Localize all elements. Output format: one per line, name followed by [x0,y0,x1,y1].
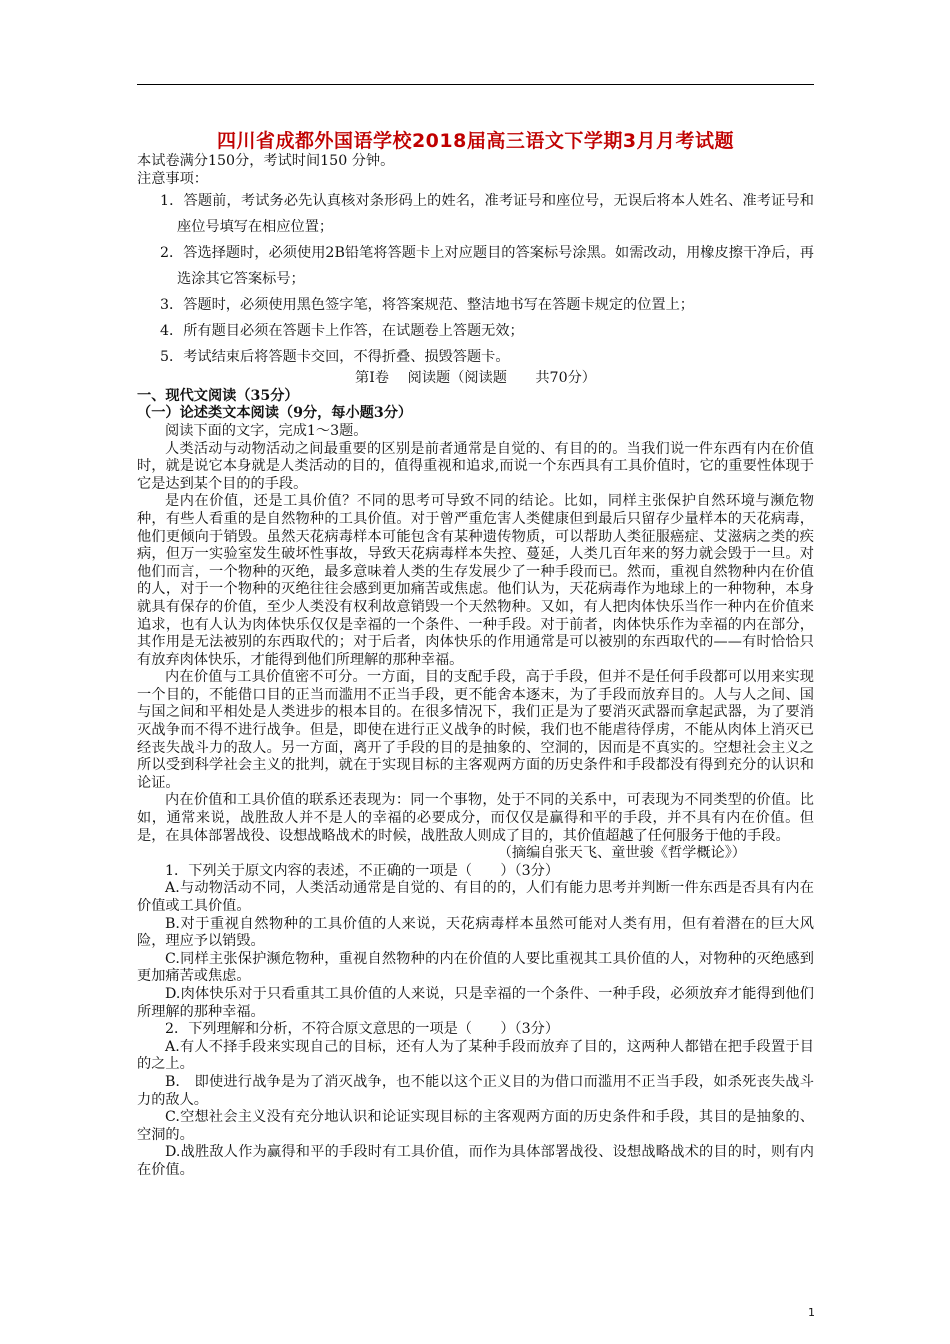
question-option: A.与动物活动不同，人类活动通常是自觉的、有目的的，人们有能力思考并判断一件东西是否具有内在价值或工具价值。 [137,880,814,914]
question-option: D.肉体快乐对于只看重其工具价值的人来说，只是幸福的一个条件、一种手段，必须放弃才能得到他们所理解的那种幸福。 [137,985,814,1020]
part-title: 第Ⅰ卷 阅读题（阅读题 共70分） [355,370,596,387]
note-item: 2．答选择题时，必须使用2B铅笔将答题卡上对应题目的答案标号涂黑。如需改动，用橡皮擦干净后，再选涂其它答案标号； [160,245,814,288]
question-stem: 2．下列理解和分析，不符合原文意思的一项是（ ）（3分） [165,1021,560,1038]
notes-heading: 注意事项： [137,170,208,187]
note-item: 1．答题前，考试务必先认真核对条形码上的姓名，准考证号和座位号，无误后将本人姓名、准考证号和座位号填写在相应位置； [160,193,814,236]
question-option: A.有人不择手段来实现自己的目标，还有人为了某种手段而放弃了目的，这两种人都错在把手段置于目的之上。 [137,1038,814,1073]
passage-source: （摘编自张天飞、童世骏《哲学概论》） [497,845,746,862]
page-number: 1 [808,1306,815,1319]
note-item: 5．考试结束后将答题卡交回，不得折叠、损毁答题卡。 [160,349,510,366]
passage-paragraph: 内在价值与工具价值密不可分。一方面，目的支配手段，高于手段，但并不是任何手段都可以用来实现一个目的，不能借口目的正当而滥用不正当手段，更不能舍本逐末，为了手段而放弃目的。人与人之间、国与国之间和平相处是人类进步的根本目的。在很多情况下，我们正是为了要消灭武器而拿起武器，为了要消灭战争而不得不进行战争。但是，即使在进行正义战争的时候，我们也不能虐待俘虏，不能从肉体上消灭已经丧失战斗力的敌人。另一方面，离开了手段的目的是抽象的、空洞的，因而是不真实的。空想社会主义之所以受到科学社会主义的批判，就在于实现目标的主客观两方面的历史条件和手段都没有得到充分的认识和论证。 [137,669,814,791]
section-heading: 一、现代文阅读（35分） [137,387,299,404]
question-option: C.同样主张保护濒危物种，重视自然物种的内在价值的人要比重视其工具价值的人，对物种的灭绝感到更加痛苦或焦虑。 [137,950,814,985]
question-option: D.战胜敌人作为赢得和平的手段时有工具价值，而作为具体部署战役、设想战略战术的目的时，则有内在价值。 [137,1144,814,1178]
document-title: 四川省成都外国语学校2018届高三语文下学期3月月考试题 [216,130,735,152]
question-option: C.空想社会主义没有充分地认识和论证实现目标的主客观两方面的历史条件和手段，其目的是抽象的、空洞的。 [137,1109,814,1143]
note-item: 4．所有题目必须在答题卡上作答，在试题卷上答题无效； [160,323,524,340]
score-line: 本试卷满分150分，考试时间150 分钟。 [137,153,395,169]
question-stem: 1．下列关于原文内容的表述，不正确的一项是（ ）（3分） [165,862,560,879]
question-option: B. 即使进行战争是为了消灭战争，也不能以这个正义目的为借口而滥用不正当手段，如杀死丧失战斗力的敌人。 [137,1073,814,1108]
notes-list [160,188,814,370]
subsection-heading: （一）论述类文本阅读（9分，每小题3分） [137,405,413,422]
reading-instruction: 阅读下面的文字，完成1～3题。 [165,422,368,439]
passage-paragraph: 是内在价值，还是工具价值？不同的思考可导致不同的结论。比如，同样主张保护自然环境与濒危物种，有些人看重的是自然物种的工具价值。对于曾严重危害人类健康但到最后只留存少量样本的天花病毒，他们更倾向于销毁。虽然天花病毒样本可能包含有某种遗传物质，可以帮助人类征服癌症、艾滋病之类的疾病，但万一实验室发生破坏性事故，导致天花病毒样本失控、蔓延，人类几百年来的努力就会毁于一旦。对他们而言，一个物种的灭绝，最多意味着人类的生存发展少了一种手段而已。然而，重视自然物种内在价值的人，对于一个物种的灭绝往往会感到更加痛苦或焦虑。他们认为，天花病毒作为地球上的一种物种，本身就具有保存的价值，至少人类没有权利故意销毁一个天然物种。又如，有人把肉体快乐当作一种内在价值来追求，也有人认为肉体快乐仅仅是幸福的一个条件、一种手段。对于前者，肉体快乐作为幸福的内在部分，其作用是无法被别的东西取代的；对于后者，肉体快乐的作用通常是可以被别的东西取代的——有时恰恰只有放弃肉体快乐，才能得到他们所理解的那种幸福。 [137,493,814,668]
note-item: 3．答题时，必须使用黑色签字笔，将答案规范、整洁地书写在答题卡规定的位置上； [160,297,694,314]
question-option: B.对于重视自然物种的工具价值的人来说，天花病毒样本虽然可能对人类有用，但有着潜在的巨大风险，理应予以销毁。 [137,915,814,950]
passage-paragraph: 内在价值和工具价值的联系还表现为：同一个事物，处于不同的关系中，可表现为不同类型的价值。比如，通常来说，战胜敌人并不是人的幸福的必要成分，而仅仅是赢得和平的手段，并不具有内在价值。但是，在具体部署战役、设想战略战术的时候，战胜敌人则成了目的，其价值超越了任何服务于他的手段。 [137,792,814,844]
header-rule [137,84,814,85]
passage-paragraph: 人类活动与动物活动之间最重要的区别是前者通常是自觉的、有目的的。当我们说一件东西有内在价值时，就是说它本身就是人类活动的目的，值得重视和追求,而说一个东西具有工具价值时，它的重要性体现于它是达到某个目的的手段。 [137,440,814,492]
document-body [137,153,814,1180]
